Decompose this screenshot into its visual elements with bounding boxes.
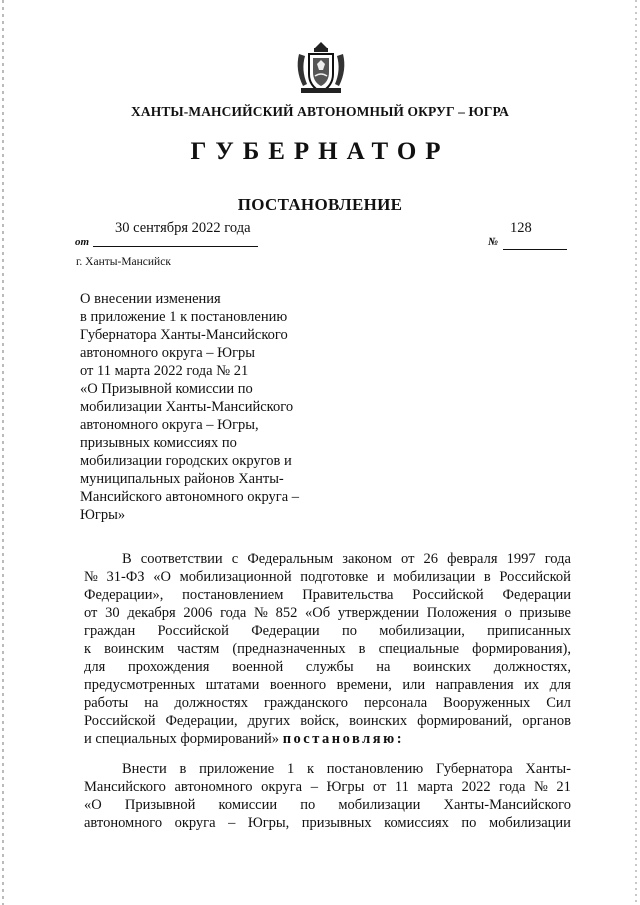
word: их [524,677,540,693]
word: военного [269,677,327,693]
word: февраля [447,551,498,567]
word: года [220,605,247,621]
word: других [247,713,291,729]
word: 852 [275,605,298,621]
word: к [84,641,92,657]
word: «Об [305,605,331,621]
subject-line: Губернатора Ханты-Мансийского [80,327,288,343]
word: к [307,761,315,777]
document-number: 128 [510,220,532,236]
word: военной [232,659,284,675]
text-line [84,712,571,730]
word: 30 [105,605,120,621]
word: должностях [174,695,248,711]
word: постановлению [326,761,424,777]
word: Призывной [124,797,196,813]
word: 21 [556,779,571,795]
word: призывных [301,815,372,831]
word: прохождения [127,659,210,675]
word: от [401,551,415,567]
word: марта [417,779,453,795]
text-line [84,604,571,622]
word: года [544,551,571,567]
word: в [483,569,491,585]
document-body [84,550,571,832]
subject-line: «О Призывной комиссии по [80,381,253,397]
word: приписанных [487,623,571,639]
word: Правительства [302,587,394,603]
word: законом [342,551,392,567]
word: (предназначенных [232,641,346,657]
scan-edge-right [635,0,637,905]
word: 1 [287,761,295,777]
date-underline [93,246,258,247]
text-line [84,568,571,586]
word: Российской [157,623,229,639]
word: соответствии [140,551,223,567]
subject-line: призывных комиссиях по [80,435,237,451]
word: граждан [84,623,136,639]
word: Федерации [502,587,571,603]
word: Российской [499,569,571,585]
word: округа [261,779,303,795]
word: по [461,815,477,831]
authority-title: ГУБЕРНАТОР [190,138,450,165]
word: от [372,779,387,795]
word: Югры, [247,815,290,831]
text-line [84,796,571,814]
word: службы [305,659,354,675]
subject-line: Югры» [80,507,126,523]
subject-line: от 11 марта 2022 года № 21 [80,363,249,379]
word: призыве [519,605,571,621]
operative-paragraph [84,760,571,832]
word: Российской [412,587,484,603]
coat-of-arms-emblem [293,40,349,96]
word: В [122,551,132,567]
word: № [254,605,268,621]
word: о [504,605,512,621]
word: мобилизационной [179,569,292,585]
word: Положения [426,605,497,621]
text-line [84,676,571,694]
word: частям [177,641,220,657]
word: подготовке [300,569,369,585]
document-date: 30 сентября 2022 года [115,220,251,236]
word: округа [174,815,216,831]
word: органов [522,713,571,729]
word: направления [435,677,514,693]
word: № [533,779,548,795]
text-line [84,778,571,796]
word: «О [84,797,102,813]
text-line [84,694,571,712]
word: воинских [413,659,472,675]
subject-line: автономного округа – Югры [80,345,256,361]
text-line [84,760,571,778]
word: Российской [84,713,156,729]
number-label: № [488,236,499,248]
word: войск, [300,713,340,729]
word: для [84,659,106,675]
text-line [84,586,571,604]
word: Федерации, [165,713,238,729]
document-type-title: ПОСТАНОВЛЕНИЕ [237,195,403,214]
preamble-last-text: и специальных формирований» [84,731,280,747]
word: по [341,623,357,639]
word: постановлением [182,587,284,603]
word: штатами [205,677,260,693]
date-label: от [75,236,90,248]
word: утверждении [337,605,419,621]
word: Ханты- [525,761,571,777]
scan-edge-left [2,0,4,905]
word: 1997 [506,551,536,567]
word: Федерации», [84,587,164,603]
word: Губернатора [436,761,513,777]
subject-line: Мансийского автономного округа – [80,489,300,505]
text-line [84,814,571,832]
word: должностях, [493,659,571,675]
word: воинским [104,641,165,657]
word: мобилизации [393,569,476,585]
word: года [499,779,526,795]
subject-line: в приложение 1 к постановлению [80,309,288,325]
number-underline [503,249,567,250]
preamble-last-line [84,730,571,748]
word: 11 [394,779,409,795]
word: формирования), [472,641,571,657]
region-title: ХАНТЫ-МАНСИЙСКИЙ АВТОНОМНЫЙ ОКРУГ – ЮГРА [131,104,509,119]
word: декабря [127,605,176,621]
word: 26 [423,551,439,567]
word: специальные [378,641,460,657]
document-subject [80,290,340,524]
word: формирований, [417,713,513,729]
word: времени, [336,677,392,693]
word: мобилизации [338,797,421,813]
word: – [310,779,318,795]
word: предусмотренных [84,677,196,693]
word: – [228,815,236,831]
word: Внести [122,761,167,777]
word: мобилизации, [379,623,465,639]
word: комиссии [218,797,278,813]
word: для [549,677,571,693]
subject-line: О внесении изменения [80,291,221,307]
resolve-word: постановляю: [282,731,405,747]
document-city: г. Ханты-Мансийск [76,256,171,268]
word: по [300,797,316,813]
word: или [402,677,426,693]
word: 31-ФЗ [106,569,145,585]
subject-line: муниципальных районов Ханты- [80,471,284,487]
preamble-paragraph [84,550,571,730]
word: с [231,551,239,567]
word: Югры [326,779,365,795]
text-line [84,658,571,676]
word: гражданского [263,695,349,711]
subject-line: автономного округа – Югры, [80,417,259,433]
word: Ханты-Мансийского [443,797,571,813]
word: в [179,761,187,777]
word: приложение [199,761,275,777]
word: «О [153,569,171,585]
word: Сил [546,695,571,711]
subject-line: мобилизации городских округов и [80,453,292,469]
word: автономного [84,815,163,831]
word: Мансийского [84,779,166,795]
word: комиссиях [384,815,449,831]
subject-line: мобилизации Ханты-Мансийского [80,399,294,415]
word: и [376,569,385,585]
word: мобилизации [488,815,571,831]
word: Федерации [251,623,320,639]
text-line [84,550,571,568]
word: на [144,695,159,711]
word: 2006 [183,605,213,621]
text-line [84,622,571,640]
word: работы [84,695,129,711]
word: 2022 [461,779,491,795]
word: на [376,659,391,675]
word: воинских [349,713,408,729]
word: персонала [364,695,428,711]
word: в [358,641,366,657]
word: от [84,605,98,621]
text-line [84,640,571,658]
word: Вооруженных [443,695,531,711]
word: автономного [174,779,253,795]
word: Федеральным [247,551,334,567]
word: № [84,569,98,585]
